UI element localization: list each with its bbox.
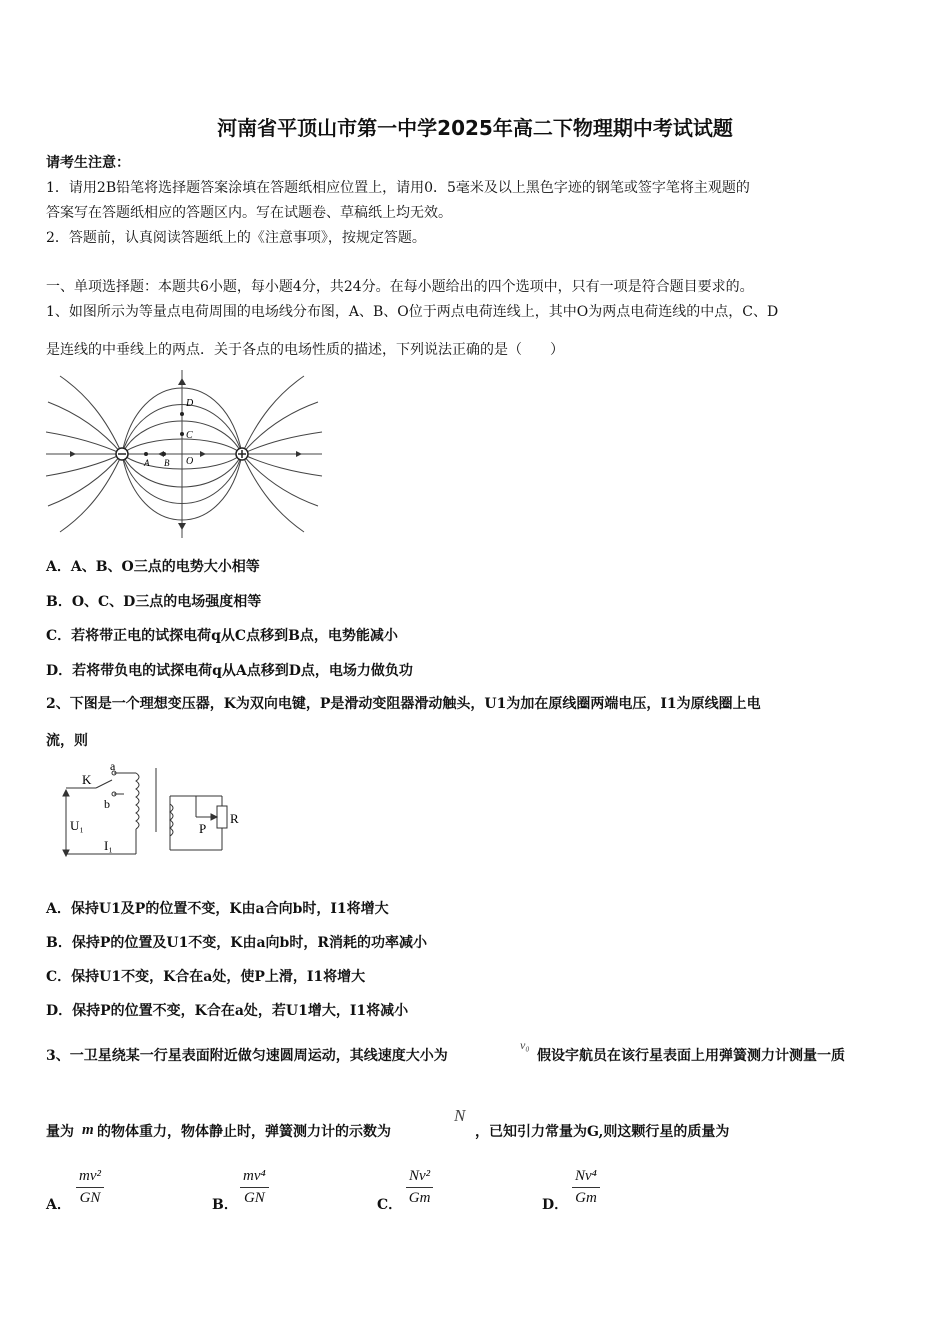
label-u1: U₁ xyxy=(70,818,84,833)
notice-item-1-line-2: 答案写在答题纸相应的答题区内。写在试题卷、草稿纸上均无效。 xyxy=(46,205,452,221)
q3-n-symbol: N xyxy=(454,1106,466,1125)
q3-option-d-numerator: Nv⁴ xyxy=(572,1168,600,1188)
field-arrow xyxy=(296,451,302,457)
q2-option-b: B．保持P的位置及U1不变，K由a向b时，R消耗的功率减小 xyxy=(46,935,427,951)
field-arrow xyxy=(70,451,76,457)
q3-option-b-numerator: mv⁴ xyxy=(240,1168,269,1188)
point-a xyxy=(144,452,148,456)
field-arrow xyxy=(178,378,186,385)
q3-option-c-denominator: Gm xyxy=(408,1190,431,1206)
q2-option-c: C．保持U1不变，K合在a处，使P上滑，I1将增大 xyxy=(46,969,366,985)
label-b: B xyxy=(164,458,170,468)
notice-item-1-line-1: 1．请用2B铅笔将选择题答案涂填在答题纸相应位置上，请用0．5毫米及以上黑色字迹的钢笔或签字笔将主观题的 xyxy=(46,180,750,196)
q2-option-d: D．保持P的位置不变，K合在a处，若U1增大，I1将减小 xyxy=(46,1003,409,1019)
label-k: K xyxy=(82,772,92,787)
q3-option-d-label: D． xyxy=(542,1197,569,1213)
q3-stem-line-2-part-b: 的物体重力，物体静止时，弹簧测力计的示数为 xyxy=(97,1124,391,1140)
notice-heading: 请考生注意： xyxy=(46,155,130,171)
label-b: b xyxy=(104,797,110,811)
q3-stem-line-2-part-c: ，已知引力常量为G,则这颗行星的质量为 xyxy=(475,1124,730,1140)
section-1-heading: 一、单项选择题：本题共6小题，每小题4分，共24分。在每小题给出的四个选项中，只有一项是符合题目要求的。 xyxy=(46,279,754,295)
q3-option-a-numerator: mv² xyxy=(76,1168,104,1188)
q3-option-b-label: B． xyxy=(212,1197,238,1213)
label-p: P xyxy=(199,821,207,836)
q2-option-a: A．保持U1及P的位置不变，K由a合向b时，I1将增大 xyxy=(46,901,389,917)
q3-option-c-fraction xyxy=(406,1168,433,1207)
q2-transformer-figure xyxy=(46,760,256,864)
q1-stem-line-1: 1、如图所示为等量点电荷周围的电场线分布图，A、B、O位于两点电荷连线上，其中O为两点电荷连线的中点，C、D xyxy=(46,304,779,320)
q3-option-c-numerator: Nv² xyxy=(406,1168,433,1188)
label-a: A xyxy=(144,458,150,468)
q1-option-b: B．O、C、D三点的电场强度相等 xyxy=(46,594,262,610)
q3-m-symbol: m xyxy=(82,1122,94,1138)
notice-item-2: 2．答题前，认真阅读答题纸上的《注意事项》，按规定答题。 xyxy=(46,230,426,246)
q2-stem-line-1: 2、下图是一个理想变压器，K为双向电键，P是滑动变阻器滑动触头，U1为加在原线圈两端电压，I1为原线圈上电 xyxy=(46,696,761,712)
q1-field-line-figure xyxy=(46,368,326,540)
q3-option-d-denominator: Gm xyxy=(575,1190,597,1206)
field-arrow xyxy=(200,451,206,457)
q3-v0-symbol: v₀ xyxy=(520,1038,530,1052)
q3-option-a-denominator: GN xyxy=(79,1190,101,1206)
q1-option-c: C．若将带正电的试探电荷q从C点移到B点，电势能减小 xyxy=(46,628,398,644)
field-arrow xyxy=(178,523,186,530)
page-title: 河南省平顶山市第一中学2025年高二下物理期中考试试题 xyxy=(217,116,733,140)
label-a: a xyxy=(110,760,116,773)
point-c xyxy=(180,432,184,436)
point-d xyxy=(180,412,184,416)
q3-option-d-fraction xyxy=(572,1168,600,1207)
label-d: D xyxy=(186,398,194,409)
q1-stem-line-2: 是连线的中垂线上的两点．关于各点的电场性质的描述，下列说法正确的是（ ） xyxy=(46,342,564,358)
label-o: O xyxy=(186,456,194,467)
q2-stem-line-2: 流，则 xyxy=(46,733,88,749)
label-c: C xyxy=(186,430,193,441)
label-r: R xyxy=(230,811,239,826)
q3-option-a-fraction xyxy=(76,1168,104,1207)
label-i1: I₁ xyxy=(104,838,113,853)
q1-option-a: A．A、B、O三点的电势大小相等 xyxy=(46,559,260,575)
q3-option-c-label: C． xyxy=(377,1197,403,1213)
q1-option-d: D．若将带负电的试探电荷q从A点移到D点，电场力做负功 xyxy=(46,663,413,679)
q3-stem-line-2-part-a: 量为 xyxy=(46,1124,74,1140)
q3-option-b-denominator: GN xyxy=(243,1190,265,1206)
q3-stem-line-1-part-a: 3、一卫星绕某一行星表面附近做匀速圆周运动，其线速度大小为 xyxy=(46,1048,448,1064)
q3-option-a-label: A． xyxy=(46,1197,71,1213)
q3-stem-line-1-part-b: 假设宇航员在该行星表面上用弹簧测力计测量一质 xyxy=(537,1048,845,1064)
q3-option-b-fraction xyxy=(240,1168,269,1207)
point-b xyxy=(162,452,166,456)
